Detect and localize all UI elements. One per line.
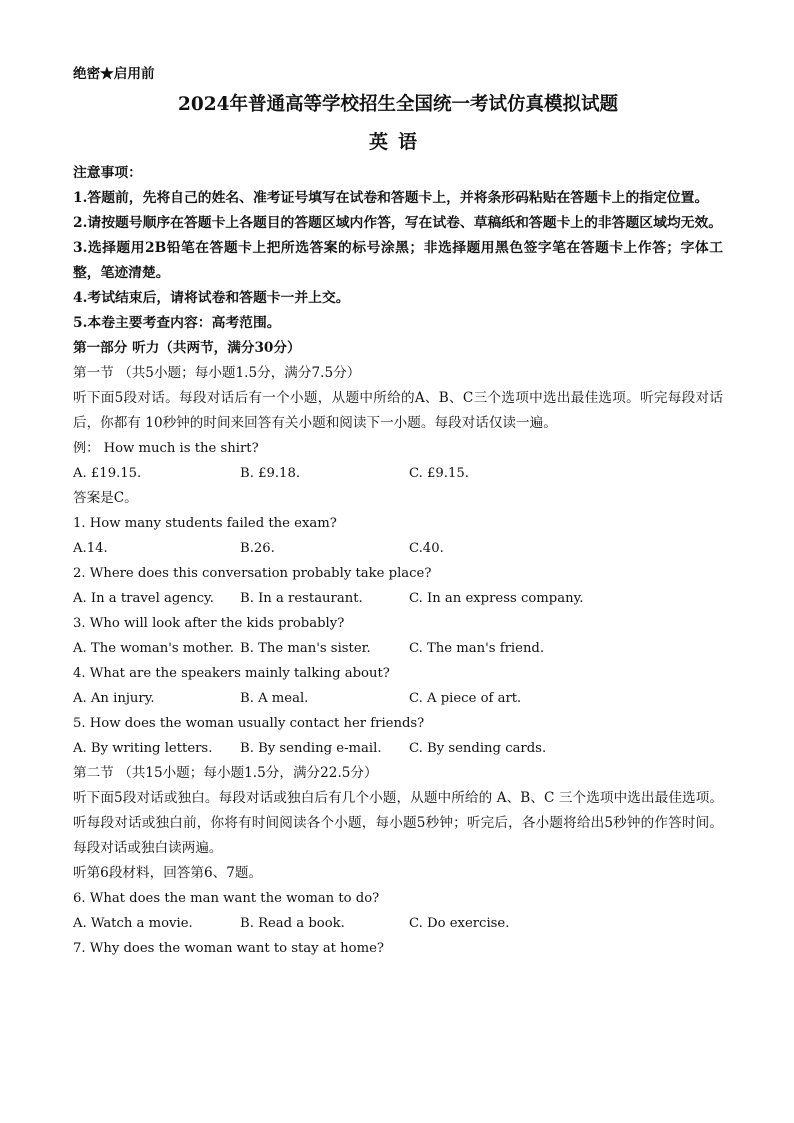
section1-instructions: 听下面5段对话。每段对话后有一个小题，从题中所给的A、B、C三个选项中选出最佳选项。听完每段对话后，你都有 10秒钟的时间来回答有关小题和阅读下一小题。每段对话仅读一遍。 — [73, 390, 723, 431]
note-item: 1.答题前，先将自己的姓名、准考证号填写在试卷和答题卡上，并将条形码粘贴在答题卡上的指定位置。 — [73, 190, 709, 206]
section2-heading: 第二节 （共15小题；每小题1.5分，满分22.5分） — [73, 765, 378, 781]
option-b: B. A meal. — [240, 691, 309, 706]
option-b: B. The man's sister. — [240, 641, 371, 656]
confidential-label: 绝密★启用前 — [73, 66, 155, 82]
option-b: B.26. — [240, 541, 275, 556]
question-3: 3. Who will look after the kids probably? — [73, 616, 345, 631]
subject-title: 英语 — [368, 131, 427, 153]
notes-heading: 注意事项： — [73, 165, 142, 181]
question-4-options — [73, 686, 723, 711]
exam-page — [73, 62, 723, 961]
question-5-options — [73, 736, 723, 761]
example-options — [73, 461, 723, 486]
option-b: B. £9.18. — [240, 466, 301, 481]
option-b: B. In a restaurant. — [240, 591, 363, 606]
option-c: C. A piece of art. — [409, 691, 522, 706]
section2-instructions: 听下面5段对话或独白。每段对话或独白后有几个小题，从题中所给的 A、B、C 三个选项中选出最佳选项。听每段对话或独白前，你将有时间阅读各个小题，每小题5秒钟；听完后，各小题将给出5秒钟的作答时间。每段对话或独白读两遍。 — [73, 790, 723, 856]
material-label: 听第6段材料，回答第6、7题。 — [73, 865, 263, 881]
option-a: A. An injury. — [73, 691, 155, 706]
note-item: 3.选择题用2B铅笔在答题卡上把所选答案的标号涂黑；非选择题用黑色签字笔在答题卡上作答；字体工整，笔迹清楚。 — [73, 240, 723, 281]
option-a: A. £19.15. — [73, 466, 142, 481]
exam-title: 2024年普通高等学校招生全国统一考试仿真模拟试题 — [178, 94, 618, 115]
question-2: 2. Where does this conversation probably take place? — [73, 566, 432, 581]
question-6-options — [73, 911, 723, 936]
question-5: 5. How does the woman usually contact her friends? — [73, 716, 425, 731]
option-a: A. In a travel agency. — [73, 591, 214, 606]
note-item: 5.本卷主要考查内容：高考范围。 — [73, 315, 281, 331]
example-answer: 答案是C。 — [73, 490, 138, 506]
question-1: 1. How many students failed the exam? — [73, 516, 337, 531]
option-c: C.40. — [409, 541, 444, 556]
question-7: 7. Why does the woman want to stay at home? — [73, 941, 384, 956]
option-a: A. Watch a movie. — [73, 916, 193, 931]
question-4: 4. What are the speakers mainly talking about? — [73, 666, 390, 681]
option-c: C. By sending cards. — [409, 741, 547, 756]
question-6: 6. What does the man want the woman to do? — [73, 891, 380, 906]
note-item: 4.考试结束后，请将试卷和答题卡一并上交。 — [73, 290, 350, 306]
note-item: 2.请按题号顺序在答题卡上各题目的答题区域内作答，写在试卷、草稿纸和答题卡上的非答题区域均无效。 — [73, 215, 723, 231]
question-3-options — [73, 636, 723, 661]
option-a: A. By writing letters. — [73, 741, 213, 756]
question-2-options — [73, 586, 723, 611]
example-question: 例： How much is the shirt? — [73, 441, 259, 456]
section1-heading: 第一节 （共5小题；每小题1.5分，满分7.5分） — [73, 365, 361, 381]
option-c: C. The man's friend. — [409, 641, 545, 656]
option-b: B. Read a book. — [240, 916, 345, 931]
option-a: A.14. — [73, 541, 108, 556]
option-b: B. By sending e-mail. — [240, 741, 382, 756]
option-c: C. £9.15. — [409, 466, 469, 481]
part1-heading: 第一部分 听力（共两节，满分30分） — [73, 340, 301, 356]
question-1-options — [73, 536, 723, 561]
option-a: A. The woman's mother. — [73, 641, 234, 656]
option-c: C. Do exercise. — [409, 916, 510, 931]
option-c: C. In an express company. — [409, 591, 584, 606]
